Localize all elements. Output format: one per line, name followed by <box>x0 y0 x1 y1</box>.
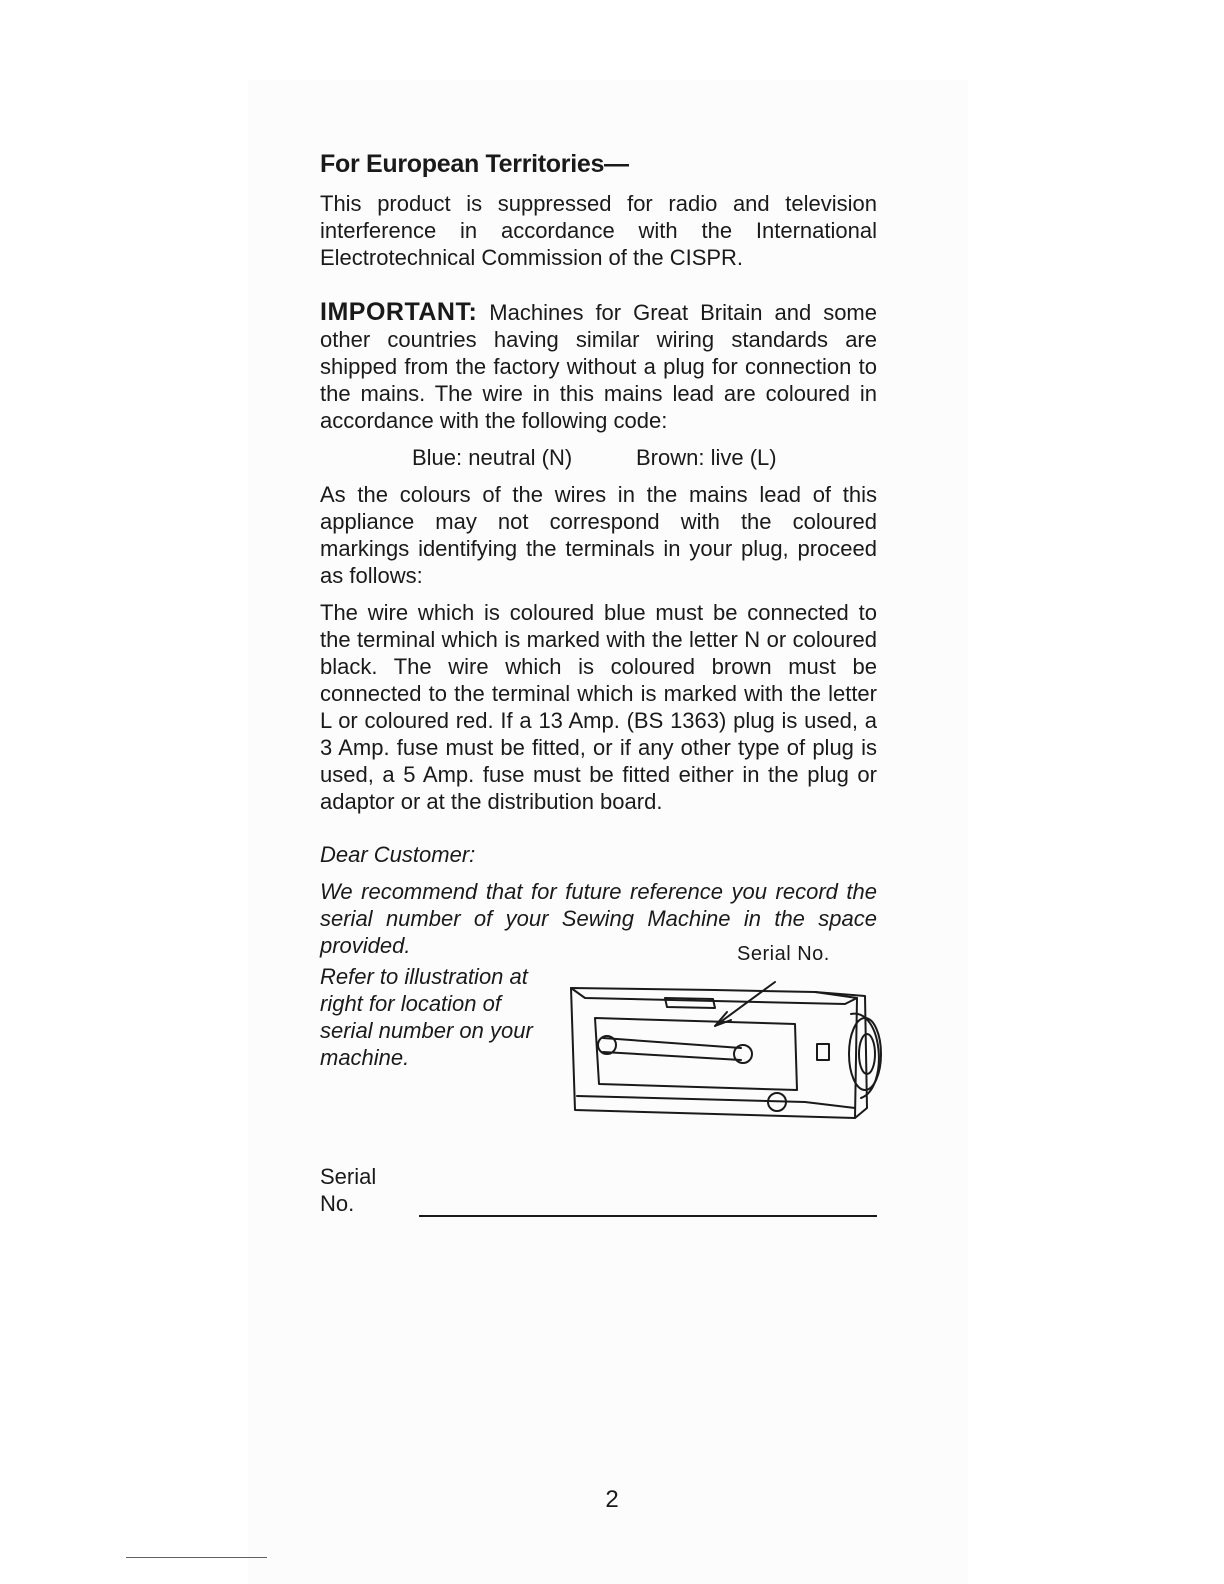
page-content <box>320 148 877 1217</box>
serial-number-blank-line <box>419 1197 877 1217</box>
customer-recommendation: We recommend that for future reference you record the serial number of your Sewing Machine in the space provided. <box>320 879 877 958</box>
page-number: 2 <box>605 1486 619 1513</box>
section-heading: For European Territories— <box>320 150 629 178</box>
important-text: Machines for Great Britain and some other countries having similar wiring standards are shipped from the factory without a plug for connection to the mains. The wire in this mains lead are coloured in accordance with the following code: <box>320 300 877 433</box>
wire-color-codes <box>320 444 877 471</box>
wire-code-blue: Blue: neutral (N) <box>412 445 573 470</box>
drive-pulley-right <box>734 1045 752 1063</box>
important-label: IMPORTANT: <box>320 298 478 326</box>
serial-callout-label: Serial No. <box>737 943 830 965</box>
serial-pointer-arrow <box>715 982 775 1026</box>
serial-illustration-row <box>320 943 877 1153</box>
customer-greeting: Dear Customer: <box>320 842 476 867</box>
refer-to-illustration-text: Refer to illustration at right for location of serial number on your machine. <box>320 964 533 1070</box>
drive-belt <box>603 1038 741 1060</box>
page-edge-line <box>126 1557 267 1558</box>
selector-knob <box>817 1044 829 1060</box>
important-paragraph <box>320 299 877 434</box>
sewing-machine-illustration <box>565 968 885 1128</box>
wiring-paragraph: The wire which is coloured blue must be connected to the terminal which is marked with the letter N or coloured black. The wire which is coloured brown must be connected to the terminal which is marked with the letter L or coloured red. If a 13 Amp. (BS 1363) plug is used, a 3 Amp. fuse must be fitted, or if any other type of plug is used, a 5 Amp. fuse must be fitted either in the plug or adaptor or at the distribution board. <box>320 600 877 814</box>
colours-paragraph: As the colours of the wires in the mains lead of this appliance may not correspond with the coloured markings identifying the terminals in your plug, proceed as follows: <box>320 482 877 588</box>
serial-number-label: Serial No. <box>320 1164 377 1216</box>
suppression-paragraph: This product is suppressed for radio and television interference in accordance with the International Electrotechnical Commission of the CISPR. <box>320 191 877 270</box>
machine-base-edge <box>577 1096 855 1108</box>
serial-number-entry <box>320 1163 877 1217</box>
wire-code-brown: Brown: live (L) <box>636 445 777 470</box>
